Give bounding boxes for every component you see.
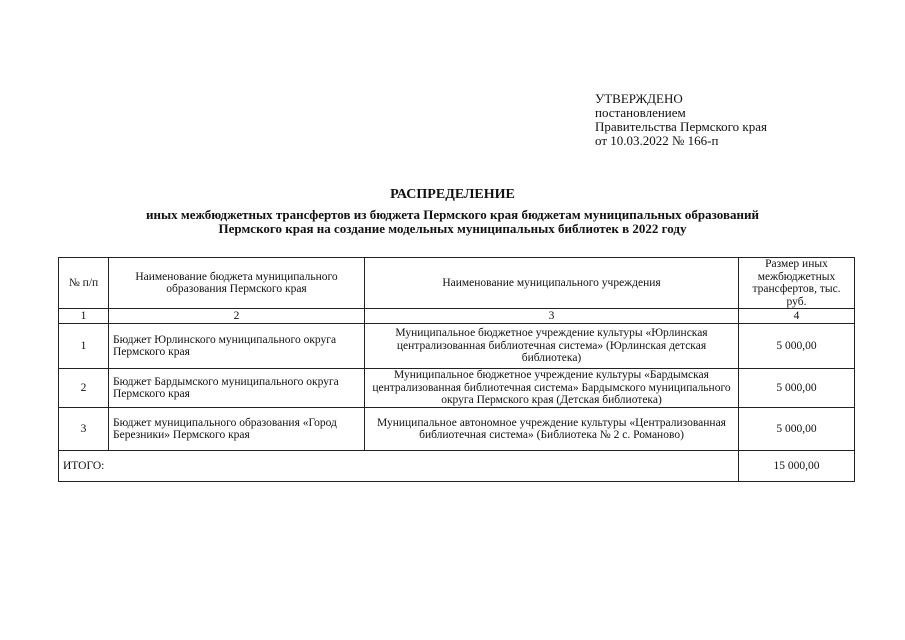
table-row [59,324,855,369]
total-label: ИТОГО: [59,451,739,482]
table-header-row [59,258,855,309]
table-row [59,408,855,451]
total-row [59,451,855,482]
approval-date-number: от 10.03.2022 № 166-п [595,133,719,148]
approval-heading: УТВЕРЖДЕНО [595,91,683,106]
distribution-table [58,257,855,482]
document-title: РАСПРЕДЕЛЕНИЕ [390,187,515,202]
total-amount: 15 000,00 [739,451,855,482]
row-number: 2 [59,369,109,408]
column-number: 2 [109,309,365,324]
row-amount: 5 000,00 [739,324,855,369]
approval-line: Правительства Пермского края [595,119,767,134]
row-number: 3 [59,408,109,451]
row-institution: Муниципальное автономное учреждение культуры «Централизованная библиотечная система» (Библиотека № 2 с. Романово) [365,408,739,451]
row-number: 1 [59,324,109,369]
row-institution: Муниципальное бюджетное учреждение культуры «Юрлинская централизованная библиотечная система» (Юрлинская детская библиотека) [365,324,739,369]
approval-line: постановлением [595,105,686,120]
approval-stamp [595,92,825,148]
header-institution: Наименование муниципального учреждения [365,258,739,309]
subtitle-line: иных межбюджетных трансфертов из бюджета Пермского края бюджетам муниципальных образований [146,207,759,222]
row-budget: Бюджет Бардымского муниципального округа Пермского края [109,369,365,408]
table-row [59,369,855,408]
column-number: 4 [739,309,855,324]
row-amount: 5 000,00 [739,369,855,408]
header-budget: Наименование бюджета муниципального образования Пермского края [109,258,365,309]
column-number-row [59,309,855,324]
header-number: № п/п [59,258,109,309]
subtitle-line: Пермского края на создание модельных муниципальных библиотек в 2022 году [218,221,687,236]
column-number: 3 [365,309,739,324]
row-institution: Муниципальное бюджетное учреждение культуры «Бардымская централизованная библиотечная система» Бардымского муниципального округа Пермского края (Детская библиотека) [365,369,739,408]
row-budget: Бюджет муниципального образования «Город Березники» Пермского края [109,408,365,451]
column-number: 1 [59,309,109,324]
header-amount: Размер иных межбюджетных трансфертов, тыс. руб. [739,258,855,309]
row-budget: Бюджет Юрлинского муниципального округа Пермского края [109,324,365,369]
row-amount: 5 000,00 [739,408,855,451]
document-subtitle [60,208,845,236]
